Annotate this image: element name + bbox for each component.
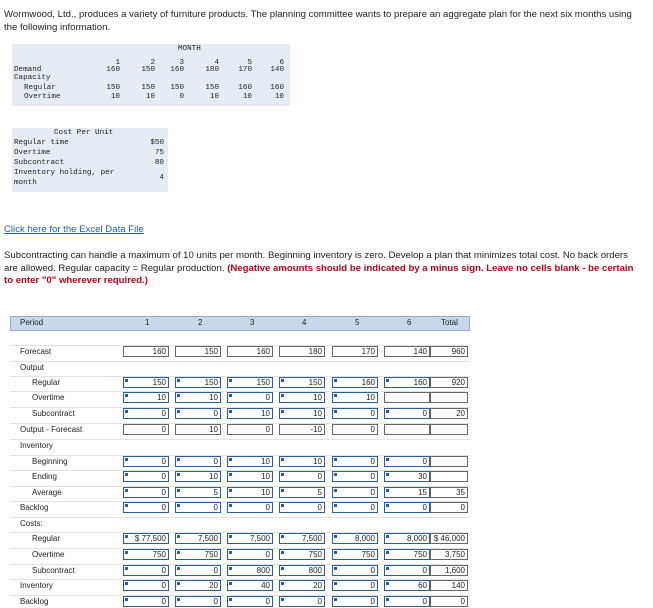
c-backlog-cell: 0 [430, 596, 468, 607]
regular-cell: 920 [430, 377, 468, 388]
backlog-cell[interactable]: 0 [175, 502, 221, 513]
c-subcontract-cell[interactable]: 800 [279, 565, 325, 576]
ending-cell [430, 471, 468, 482]
regular-time-label: Regular time [14, 139, 69, 147]
regular-time-cost: $50 [150, 139, 164, 147]
c-regular-cell[interactable]: 8,000 [384, 533, 430, 544]
backlog-cell[interactable]: 0 [384, 502, 430, 513]
output-forecast-cell: 0 [332, 424, 378, 435]
grid-header [10, 316, 470, 331]
row-label-costs: Costs: [20, 519, 43, 528]
regular-capacity-value: 150 [205, 84, 219, 92]
overtime-cost: 75 [154, 149, 164, 157]
ending-cell[interactable]: 0 [332, 471, 378, 482]
inventory-cost-label-2: month [14, 179, 37, 187]
forecast-cell: 180 [279, 346, 325, 357]
c-overtime-cell[interactable]: 750 [279, 549, 325, 560]
regular-cell[interactable]: 150 [175, 377, 221, 388]
subcontract-cell[interactable]: 0 [332, 408, 378, 419]
backlog-cell[interactable]: 0 [332, 502, 378, 513]
subcontract-cell[interactable]: 0 [384, 408, 430, 419]
overtime-cell[interactable]: 0 [227, 392, 273, 403]
c-inventory-cell[interactable]: 0 [332, 580, 378, 591]
c-inventory-cell[interactable]: 0 [123, 580, 169, 591]
c-regular-cell[interactable]: 7,500 [227, 533, 273, 544]
backlog-cell[interactable]: 0 [123, 502, 169, 513]
c-regular-cell[interactable]: 8,000 [332, 533, 378, 544]
regular-cell[interactable]: 150 [123, 377, 169, 388]
forecast-cell: 160 [123, 346, 169, 357]
month-number: 6 [279, 59, 284, 67]
month-number: 3 [179, 59, 184, 67]
c-inventory-cell[interactable]: 40 [227, 580, 273, 591]
regular-cell[interactable]: 160 [384, 377, 430, 388]
ending-cell[interactable]: 0 [279, 471, 325, 482]
total-label: Total [441, 318, 458, 327]
period-number: 6 [407, 318, 412, 327]
instructions-warning: (Negative amounts should be indicated by a minus sign. Leave no cells blank - be certain to enter "0" wherever required.) [4, 262, 634, 286]
average-cell[interactable]: 5 [279, 487, 325, 498]
row-divider [10, 361, 470, 362]
row-label-c-regular: Regular [32, 534, 61, 543]
forecast-cell: 170 [332, 346, 378, 357]
average-cell[interactable]: 15 [384, 487, 430, 498]
row-label-forecast: Forecast [20, 347, 52, 356]
c-backlog-cell[interactable]: 0 [175, 596, 221, 607]
inventory-cost: 4 [159, 174, 164, 182]
period-number: 5 [355, 318, 360, 327]
demand-value: 170 [238, 66, 252, 74]
c-subcontract-cell: 1,600 [430, 565, 468, 576]
c-backlog-cell[interactable]: 0 [279, 596, 325, 607]
demand-capacity-table [12, 44, 290, 106]
beginning-cell[interactable]: 10 [279, 456, 325, 467]
row-label-inventory: Inventory [20, 441, 53, 450]
forecast-cell: 140 [384, 346, 430, 357]
c-regular-cell[interactable]: 7,500 [279, 533, 325, 544]
ending-cell[interactable]: 30 [384, 471, 430, 482]
overtime-capacity-value: 10 [209, 93, 219, 101]
c-subcontract-cell[interactable]: 0 [175, 565, 221, 576]
ending-cell[interactable]: 10 [175, 471, 221, 482]
average-cell[interactable]: 10 [227, 487, 273, 498]
row-label-subcontract: Subcontract [32, 409, 75, 418]
row-label-average: Average [32, 488, 62, 497]
c-backlog-cell[interactable]: 0 [332, 596, 378, 607]
period-number: 2 [198, 318, 203, 327]
month-number: 5 [247, 59, 252, 67]
average-cell: 35 [430, 487, 468, 498]
beginning-cell[interactable]: 0 [332, 456, 378, 467]
beginning-cell[interactable]: 10 [227, 456, 273, 467]
overtime-cell [430, 392, 468, 403]
beginning-cell [430, 456, 468, 467]
overtime-capacity-value: 0 [179, 93, 184, 101]
beginning-cell[interactable]: 0 [384, 456, 430, 467]
regular-label: Regular [24, 84, 56, 92]
row-label-c-subcontract: Subcontract [32, 566, 75, 575]
subcontract-cell: 20 [430, 408, 468, 419]
output-forecast-cell: 0 [227, 424, 273, 435]
overtime-cell[interactable]: 10 [332, 392, 378, 403]
regular-capacity-value: 150 [106, 84, 120, 92]
demand-value: 180 [205, 66, 219, 74]
c-overtime-cell: 3,750 [430, 549, 468, 560]
ending-cell[interactable]: 0 [123, 471, 169, 482]
overtime-capacity-value: 10 [242, 93, 252, 101]
row-label-regular: Regular [32, 378, 61, 387]
overtime-capacity-value: 10 [274, 93, 284, 101]
c-backlog-cell[interactable]: 0 [384, 596, 430, 607]
cost-per-unit-table [12, 128, 168, 192]
period-label: Period [20, 318, 44, 327]
regular-cell[interactable]: 150 [227, 377, 273, 388]
month-number: 2 [150, 59, 155, 67]
month-number: 1 [115, 59, 120, 67]
regular-capacity-value: 150 [170, 84, 184, 92]
output-forecast-cell: 0 [123, 424, 169, 435]
regular-capacity-value: 160 [270, 84, 284, 92]
c-overtime-cell[interactable]: 750 [123, 549, 169, 560]
subcontract-cost: 80 [154, 159, 164, 167]
forecast-cell: 960 [430, 346, 468, 357]
month-header: MONTH [178, 45, 201, 53]
overtime-cell[interactable]: 10 [279, 392, 325, 403]
row-label-c-backlog: Backlog [20, 597, 49, 606]
c-overtime-cell[interactable]: 750 [384, 549, 430, 560]
regular-capacity-value: 160 [238, 84, 252, 92]
subcontract-cell[interactable]: 0 [123, 408, 169, 419]
row-label-backlog: Backlog [20, 503, 49, 512]
instructions [4, 250, 644, 288]
c-regular-cell: $ 46,000 [430, 533, 468, 544]
row-label-c-inventory: Inventory [20, 581, 53, 590]
regular-cell[interactable]: 160 [332, 377, 378, 388]
average-cell[interactable]: 5 [175, 487, 221, 498]
c-subcontract-cell[interactable]: 0 [123, 565, 169, 576]
capacity-label: Capacity [14, 74, 51, 82]
ending-cell[interactable]: 10 [227, 471, 273, 482]
row-label-overtime: Overtime [32, 393, 65, 402]
row-label-output: Output [20, 363, 45, 372]
overtime-cost-label: Overtime [14, 149, 51, 157]
output-forecast-cell: 10 [175, 424, 221, 435]
cost-title: Cost Per Unit [54, 129, 114, 137]
c-overtime-cell[interactable]: 0 [227, 549, 273, 560]
forecast-cell: 150 [175, 346, 221, 357]
output-forecast-cell [430, 424, 468, 435]
backlog-cell: 0 [430, 502, 468, 513]
subcontract-cell[interactable]: 0 [175, 408, 221, 419]
demand-value: 140 [270, 66, 284, 74]
c-regular-cell[interactable]: 7,500 [175, 533, 221, 544]
backlog-cell[interactable]: 0 [227, 502, 273, 513]
c-backlog-cell[interactable]: 0 [227, 596, 273, 607]
overtime-cell[interactable]: 10 [123, 392, 169, 403]
c-inventory-cell[interactable]: 20 [175, 580, 221, 591]
regular-cell[interactable]: 150 [279, 377, 325, 388]
overtime-cell [384, 392, 430, 403]
c-subcontract-cell[interactable]: 800 [227, 565, 273, 576]
period-number: 1 [145, 318, 150, 327]
output-forecast-cell [384, 424, 430, 435]
row-divider [10, 439, 470, 440]
c-backlog-cell[interactable]: 0 [123, 596, 169, 607]
average-cell[interactable]: 0 [123, 487, 169, 498]
beginning-cell[interactable]: 0 [123, 456, 169, 467]
overtime-cell[interactable]: 10 [175, 392, 221, 403]
aggregate-plan-grid [10, 316, 470, 608]
c-subcontract-cell[interactable]: 0 [384, 565, 430, 576]
forecast-cell: 160 [227, 346, 273, 357]
demand-label: Demand [14, 66, 42, 74]
subcontract-cost-label: Subcontract [14, 159, 65, 167]
row-label-beginning: Beginning [32, 457, 68, 466]
row-divider [10, 517, 470, 518]
demand-value: 160 [106, 66, 120, 74]
c-inventory-cell: 140 [430, 580, 468, 591]
subcontract-cell[interactable]: 10 [227, 408, 273, 419]
overtime-label: Overtime [24, 93, 61, 101]
demand-value: 150 [141, 66, 155, 74]
row-label-output-forecast: Output - Forecast [20, 425, 83, 434]
period-number: 3 [250, 318, 255, 327]
c-regular-cell[interactable]: $ 77,500 [123, 533, 169, 544]
demand-value: 160 [170, 66, 184, 74]
overtime-capacity-value: 10 [110, 93, 120, 101]
subcontract-cell[interactable]: 10 [279, 408, 325, 419]
overtime-capacity-value: 10 [145, 93, 155, 101]
row-label-ending: Ending [32, 472, 57, 481]
excel-data-link[interactable]: Click here for the Excel Data File [4, 224, 144, 235]
c-overtime-cell[interactable]: 750 [332, 549, 378, 560]
row-label-c-overtime: Overtime [32, 550, 65, 559]
beginning-cell[interactable]: 0 [175, 456, 221, 467]
c-inventory-cell[interactable]: 20 [279, 580, 325, 591]
intro-text: Wormwood, Ltd., produces a variety of furniture products. The planning committee wants to prepare an aggregate plan for the next six months using the following information. [4, 9, 632, 33]
regular-capacity-value: 150 [141, 84, 155, 92]
c-subcontract-cell[interactable]: 0 [332, 565, 378, 576]
backlog-cell[interactable]: 0 [279, 502, 325, 513]
period-number: 4 [302, 318, 307, 327]
c-overtime-cell[interactable]: 750 [175, 549, 221, 560]
instructions-plain: Subcontracting can handle a maximum of 10 units per month. Beginning inventory is zero. Develop a plan that minimizes total cost. No back orders are allowed. Regular capacity = Regular production. [4, 250, 628, 274]
inventory-cost-label: Inventory holding, per [14, 169, 115, 177]
month-number: 4 [214, 59, 219, 67]
c-inventory-cell[interactable]: 60 [384, 580, 430, 591]
average-cell[interactable]: 0 [332, 487, 378, 498]
output-forecast-cell: -10 [279, 424, 325, 435]
